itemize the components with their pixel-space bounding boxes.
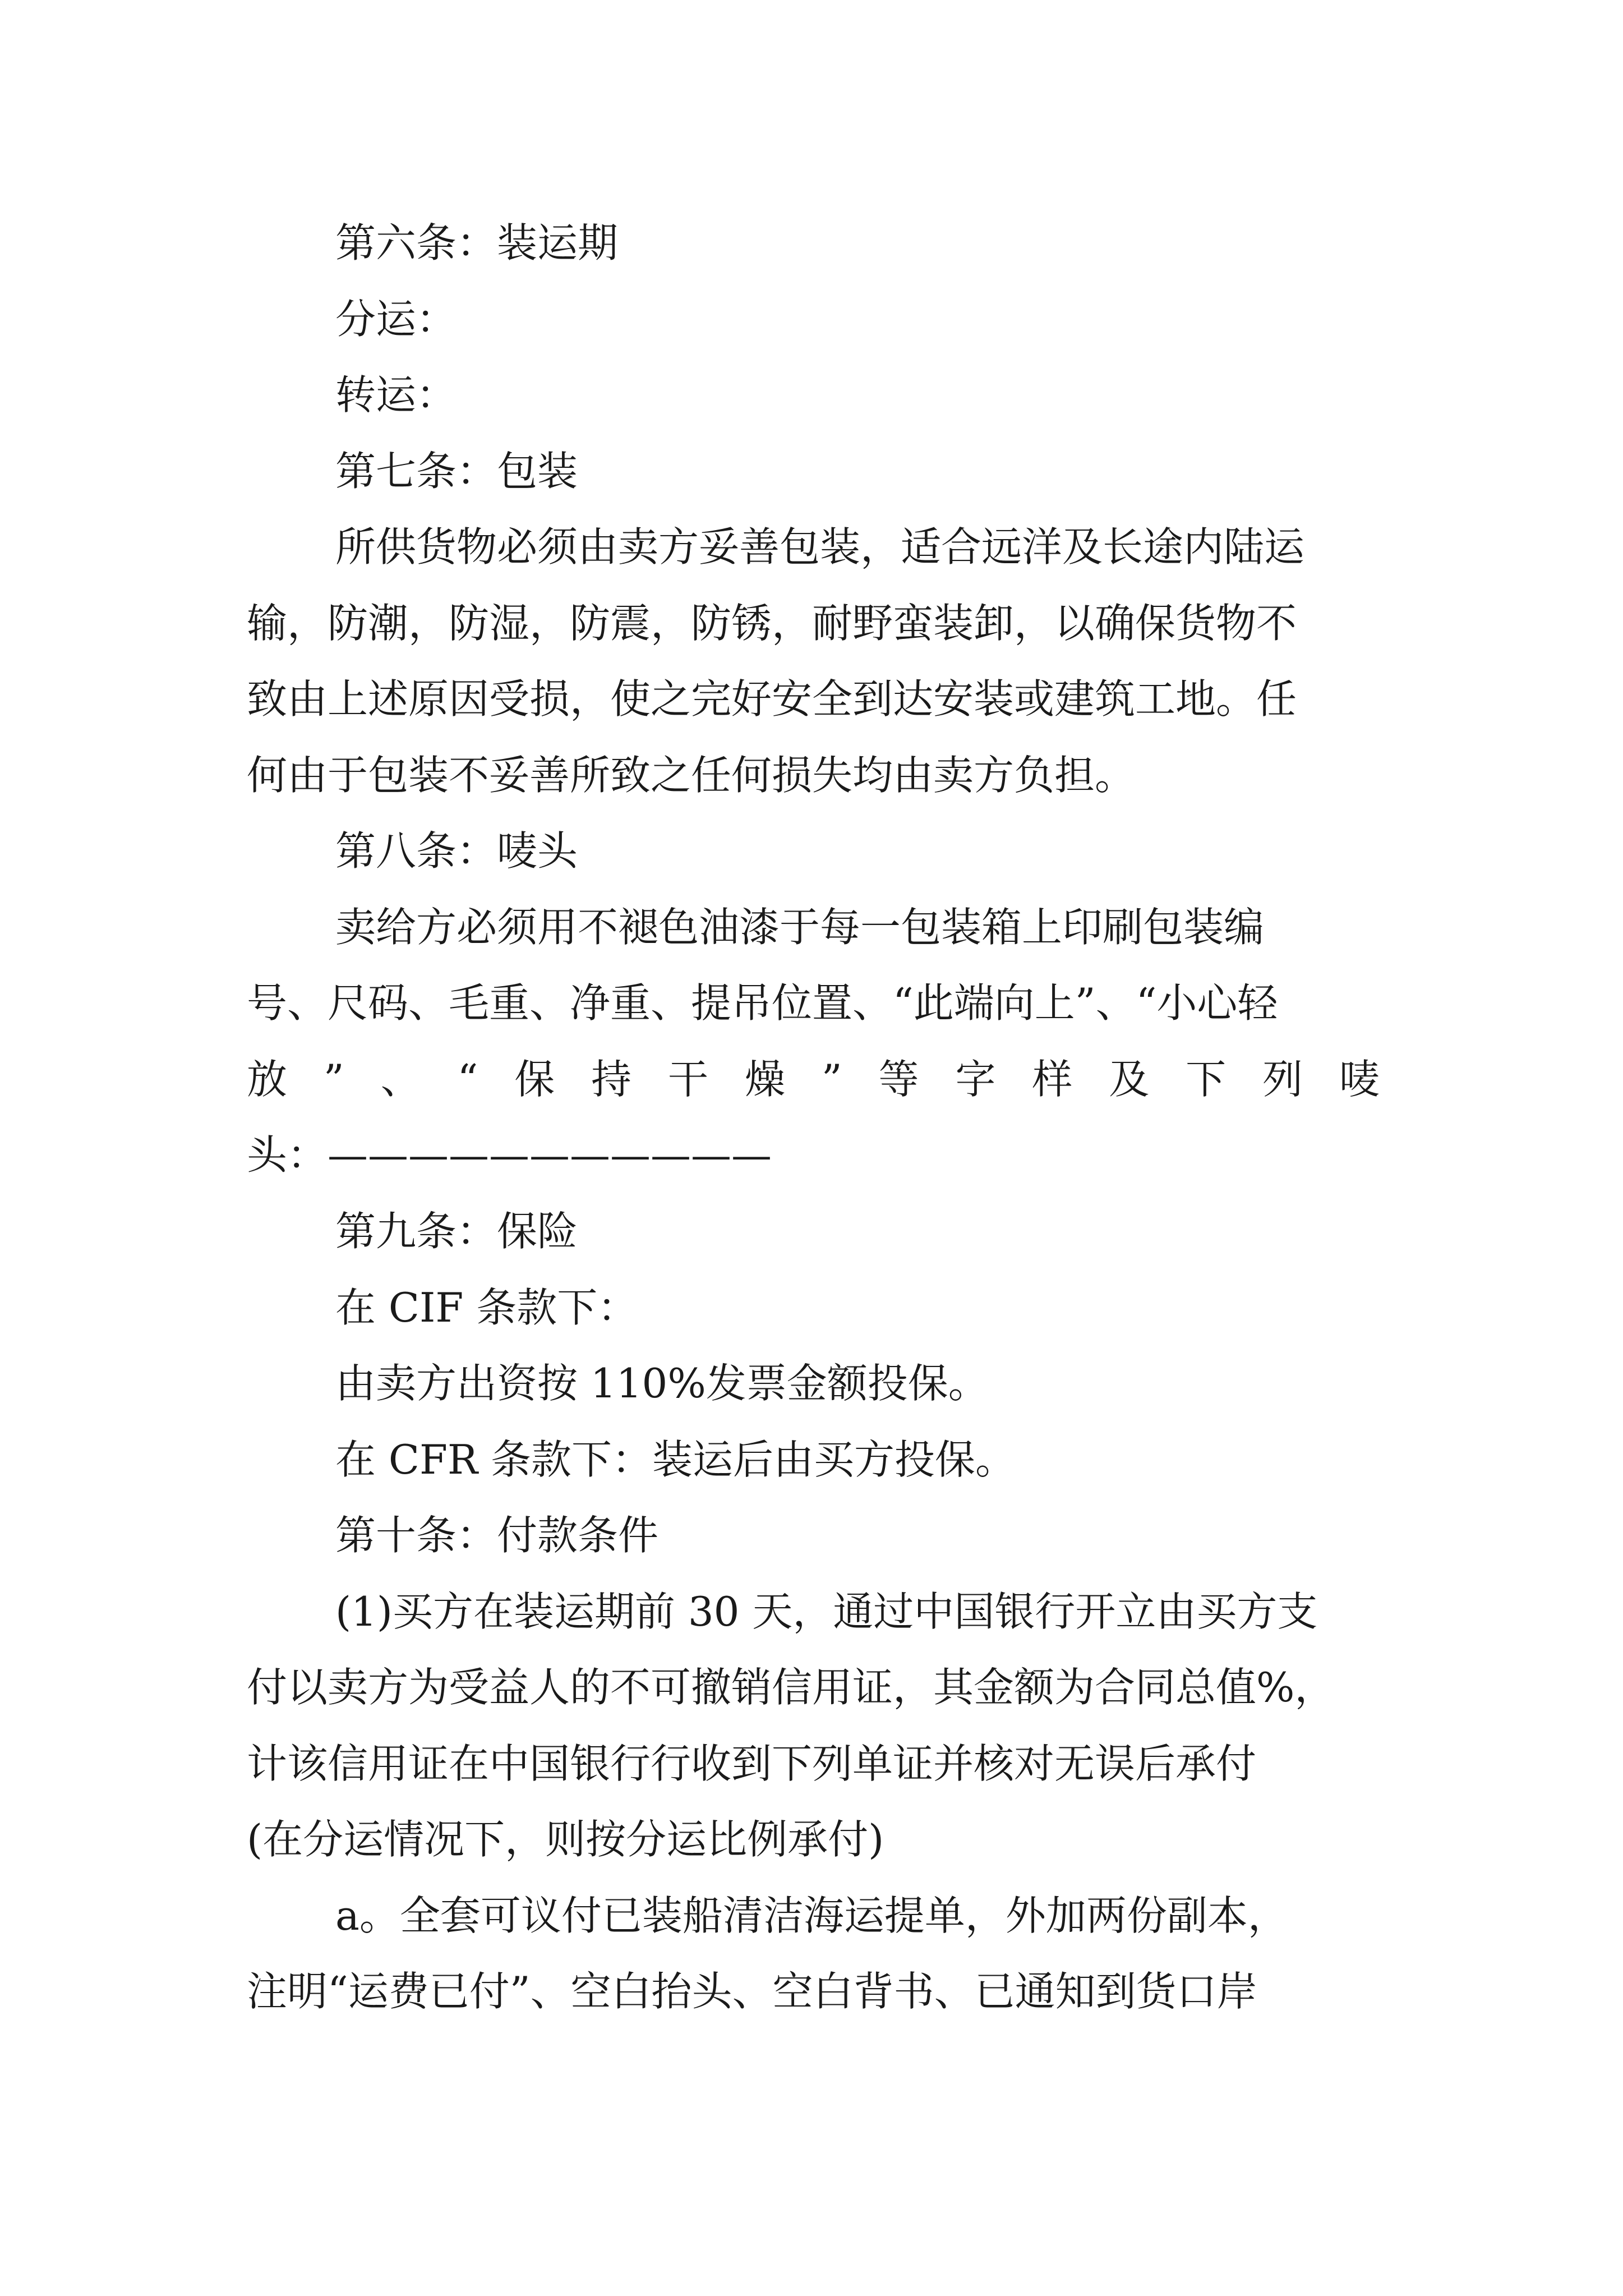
packing-paragraph-line: 致由上述原因受损，使之完好安全到达安装或建筑工地。任 xyxy=(247,675,1297,723)
document-item-a-line: a。全套可议付已装船清洁海运提单，外加两份副本， xyxy=(335,1892,1288,1939)
document-item-a-line: 注明“运费已付”、空白抬头、空白背书、已通知到货口岸 xyxy=(247,1968,1257,2015)
payment-paragraph-line: (1)买方在装运期前 30 天，通过中国银行开立由买方支 xyxy=(335,1588,1318,1635)
cif-terms-line: 在 CIF 条款下： xyxy=(335,1284,638,1331)
payment-paragraph-line: 付以卖方为受益人的不可撤销信用证，其金额为合同总值%， xyxy=(247,1664,1335,1711)
cfr-terms-line: 在 CFR 条款下：装运后由买方投保。 xyxy=(335,1436,1016,1483)
marking-paragraph-line: 头：——————————— xyxy=(247,1131,772,1179)
cif-insurance-line: 由卖方出资按 110%发票金额投保。 xyxy=(335,1360,989,1407)
partial-shipment-line: 分运： xyxy=(335,296,457,343)
article-7-heading: 第七条：包装 xyxy=(335,448,578,495)
marking-paragraph-line: 号、尺码、毛重、净重、提吊位置、“此端向上”、“小心轻 xyxy=(247,979,1278,1027)
transshipment-line: 转运： xyxy=(335,371,457,418)
marking-paragraph-line-justified: 放 ” 、 “ 保 持 干 燥 ” 等 字 样 及 下 列 唛 xyxy=(247,1056,1380,1103)
packing-paragraph-line: 输，防潮，防湿，防震，防锈，耐野蛮装卸，以确保货物不 xyxy=(247,600,1297,647)
marking-paragraph-line: 卖给方必须用不褪色油漆于每一包装箱上印刷包装编 xyxy=(335,904,1265,951)
payment-paragraph-line: 计该信用证在中国银行行收到下列单证并核对无误后承付 xyxy=(247,1740,1257,1787)
payment-paragraph-line: (在分运情况下，则按分运比例承付) xyxy=(247,1816,884,1863)
article-9-heading: 第九条：保险 xyxy=(335,1208,578,1255)
article-10-heading: 第十条：付款条件 xyxy=(335,1512,659,1559)
article-8-heading: 第八条：唛头 xyxy=(335,827,578,875)
packing-paragraph-line: 所供货物必须由卖方妥善包装，适合远洋及长途内陆运 xyxy=(335,523,1305,570)
article-6-heading: 第六条：装运期 xyxy=(335,219,619,266)
packing-paragraph-line: 何由于包装不妥善所致之任何损失均由卖方负担。 xyxy=(247,752,1136,799)
